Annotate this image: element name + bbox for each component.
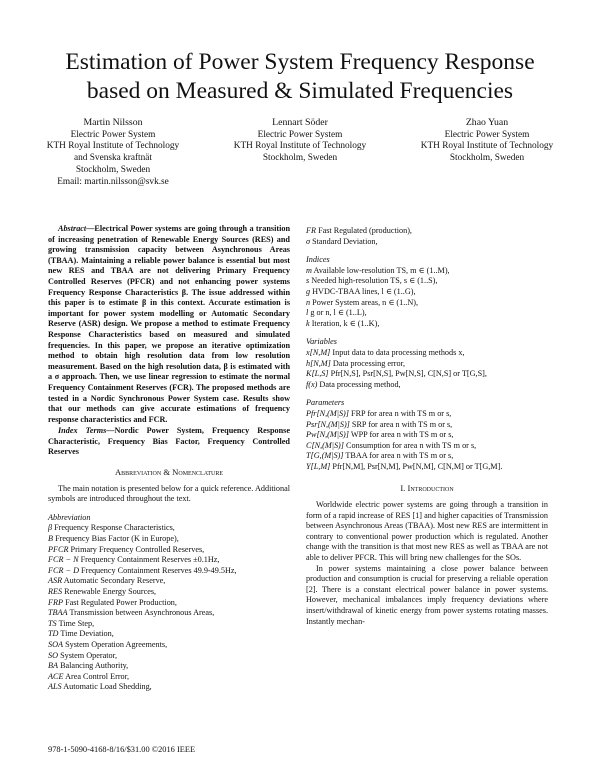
nomenclature-entry — [48, 566, 290, 577]
nomenclature-entry — [48, 651, 290, 662]
nomenclature-symbol: l — [306, 308, 309, 318]
nomenclature-symbol: x[N,M] — [306, 347, 331, 357]
parameters-heading: Parameters — [306, 398, 345, 408]
author-3: Zhao Yuan Electric Power System KTH Royal Institute of Technology Stockholm, Sweden — [394, 117, 580, 188]
nomenclature-symbol: SOA — [48, 639, 64, 649]
nomenclature-entry — [48, 545, 290, 556]
nomenclature-entry — [48, 640, 290, 651]
nomenclature-description: Transmission between Asynchronous Areas, — [69, 608, 215, 618]
parameters-list — [306, 409, 548, 473]
nomenclature-description: Pfr[N,S], Psr[N,S], Pw[N,S], C[N,S] or T[G,S], — [330, 369, 487, 379]
nomenclature-symbol: f(x) — [306, 379, 318, 389]
nomenclature-description: Standard Deviation, — [312, 236, 378, 246]
intro-paragraph-2: In power systems maintaining a close power balance between production and consumption is crucial for preserving a reliable operation [2]. There is a constant electrical power balance in power systems. However, mechanical imbalances imply frequency deviations where insert/withdrawal of kinetic energy from power systems rotating masses. Instantly mechan- — [306, 563, 548, 626]
nomenclature-symbol: Y[L,M] — [306, 461, 331, 471]
nomenclature-description: SRP for area n with TS m or s, — [351, 419, 453, 429]
nomenclature-symbol: TBAA — [48, 608, 68, 618]
nomenclature-description: Available low-resolution TS, m ∈ (1..M), — [313, 265, 450, 275]
nomenclature-entry — [306, 380, 548, 391]
nomenclature-entry — [306, 430, 548, 441]
nomenclature-symbol: k — [306, 318, 310, 328]
nomenclature-entry — [48, 523, 290, 534]
nomenclature-description: System Operation Agreements, — [65, 639, 168, 649]
nomenclature-description: FRP for area n with TS m or s, — [351, 408, 452, 418]
nomenclature-symbol: Pw[N,(M|S)] — [306, 430, 349, 440]
nomenclature-description: Data processing method, — [319, 379, 401, 389]
paper-title: Estimation of Power System Frequency Response based on Measured & Simulated Frequencies — [65, 49, 535, 104]
nomenclature-entry — [48, 682, 290, 693]
nomenclature-description: Time Deviation, — [60, 629, 114, 639]
nomenclature-entry — [48, 555, 290, 566]
nomenclature-symbol: ALS — [48, 682, 62, 692]
nomenclature-symbol: Pfr[N,(M|S)] — [306, 408, 349, 418]
nomenclature-description: HVDC-TBAA lines, l ∈ (1..G), — [312, 286, 416, 296]
nomenclature-entry — [48, 672, 290, 683]
nomenclature-symbol: RES — [48, 587, 63, 596]
intro-paragraph-1: Worldwide electric power systems are going through a transition in form of a rapid increase of RES [1] and higher capacities of Transmission between Asynchronous Areas (TBAA). Most new RES are intermittent in contrary to conventional power production which is regulated. Another change with the transition is that most new RES as well as TBAA are not able to deliver PFCR. This will bring new challenges for the SOs. — [306, 500, 548, 563]
nomenclature-entry — [48, 629, 290, 640]
nomenclature-symbol: ACE — [48, 671, 64, 681]
nomenclature-symbol: T[G,(M|S)] — [306, 451, 344, 461]
nomenclature-symbol: n — [306, 297, 311, 307]
copyright-footer: 978-1-5090-4168-8/16/$31.00 ©2016 IEEE — [48, 745, 196, 754]
nomenclature-description: Time Step, — [58, 618, 95, 628]
author-2: Lennart Söder Electric Power System KTH Royal Institute of Technology Stockholm, Sweden — [207, 117, 393, 188]
introduction-heading: I. Introduction — [400, 483, 454, 494]
nomenclature-symbol: C[N,(M|S)] — [306, 440, 344, 450]
nomenclature-symbol: s — [306, 276, 310, 286]
nomenclature-symbol: m — [306, 265, 312, 275]
nomenclature-description: Input data to data processing methods x, — [332, 347, 465, 357]
nomenclature-description: Consumption for area n with TS m or s, — [346, 440, 477, 450]
nomenclature-description: WPP for area n with TS m or s, — [350, 430, 454, 440]
variables-heading: Variables — [306, 337, 337, 347]
nomenclature-description: Fast Regulated Power Production, — [65, 597, 177, 607]
nomenclature-description: TBAA for area n with TS m or s, — [345, 451, 454, 461]
author-email: Email: martin.nilsson@svk.se — [57, 176, 169, 187]
abbreviation-list-continued — [306, 226, 548, 247]
nomenclature-entry — [306, 441, 548, 452]
nomenclature-symbol: TD — [48, 629, 59, 639]
nomenclature-entry — [306, 451, 548, 462]
nomenclature-symbol: FCR − D — [48, 565, 79, 575]
nomenclature-symbol: TS — [48, 618, 57, 628]
nomenclature-heading: Abbreviation & Nomenclature — [114, 467, 224, 478]
nomenclature-entry — [306, 420, 548, 431]
nomenclature-description: Balancing Authority, — [60, 661, 129, 671]
nomenclature-description: System Operator, — [60, 650, 118, 660]
nomenclature-entry — [306, 287, 548, 298]
nomenclature-entry — [306, 359, 548, 370]
nomenclature-description: Iteration, k ∈ (1..K), — [311, 318, 380, 328]
nomenclature-entry — [306, 369, 548, 380]
nomenclature-symbol: SO — [48, 650, 59, 660]
nomenclature-description: Power System areas, n ∈ (1..N), — [312, 297, 419, 307]
nomenclature-description: Frequency Bias Factor (K in Europe), — [55, 534, 179, 544]
nomenclature-symbol: h[N,M] — [306, 358, 331, 368]
nomenclature-entry — [306, 237, 548, 248]
nomenclature-description: Automatic Load Shedding, — [63, 682, 152, 692]
abbreviation-heading: Abbreviation — [48, 512, 91, 522]
nomenclature-entry — [306, 348, 548, 359]
nomenclature-entry — [306, 298, 548, 309]
variables-list — [306, 348, 548, 390]
right-column — [306, 226, 548, 627]
nomenclature-entry — [48, 598, 290, 609]
nomenclature-entry — [48, 619, 290, 630]
nomenclature-symbol: σ — [306, 236, 311, 246]
nomenclature-symbol: g — [306, 286, 311, 296]
nomenclature-symbol: FCR − N — [48, 555, 79, 565]
nomenclature-description: Primary Frequency Controlled Reserves, — [70, 544, 205, 554]
author-block — [20, 117, 580, 188]
nomenclature-description: Fast Regulated (production), — [318, 226, 412, 235]
nomenclature-description: Pfr[N,M], Psr[N,M], Pw[N,M], C[N,M] or T[G,M]. — [332, 461, 503, 471]
left-column — [48, 224, 290, 693]
nomenclature-description: Renewable Energy Sources, — [64, 587, 157, 596]
indices-list — [306, 266, 548, 330]
nomenclature-symbol: ASR — [48, 576, 63, 586]
nomenclature-description: Frequency Containment Reserves ±0.1Hz, — [80, 555, 220, 565]
author-1: Martin Nilsson Electric Power System KTH Royal Institute of Technology and Svenska kraftnät Stockholm, Sweden Email: martin.nilsson@svk.se — [20, 117, 206, 188]
index-terms: Index Terms—Nordic Power System, Frequency Response Characteristic, Frequency Bias Factor, Frequency Controlled Reserves — [48, 426, 290, 457]
nomenclature-symbol: PFCR — [48, 544, 69, 554]
nomenclature-symbol: B — [48, 534, 54, 544]
nomenclature-entry — [48, 576, 290, 587]
nomenclature-entry — [306, 266, 548, 277]
abbreviation-list — [48, 523, 290, 693]
author-name: Martin Nilsson — [83, 117, 143, 128]
nomenclature-entry — [306, 462, 548, 473]
nomenclature-symbol: β — [48, 523, 53, 533]
indices-heading: Indices — [306, 255, 330, 265]
nomenclature-entry — [306, 276, 548, 287]
nomenclature-description: Frequency Containment Reserves 49.9-49.5Hz, — [81, 565, 237, 575]
nomenclature-intro: The main notation is presented below for a quick reference. Additional symbols are introduced throughout the text. — [48, 483, 290, 504]
nomenclature-description: Data processing error, — [332, 358, 406, 368]
author-name: Lennart Söder — [272, 117, 328, 128]
nomenclature-description: Area Control Error, — [65, 671, 130, 681]
nomenclature-entry — [48, 534, 290, 545]
nomenclature-entry — [306, 308, 548, 319]
nomenclature-description: Needed high-resolution TS, s ∈ (1..S), — [311, 276, 438, 286]
nomenclature-description: Frequency Response Characteristics, — [54, 523, 175, 533]
nomenclature-entry — [48, 608, 290, 619]
author-name: Zhao Yuan — [465, 117, 509, 128]
nomenclature-symbol: K[L,S] — [306, 369, 329, 379]
nomenclature-entry — [48, 587, 290, 598]
nomenclature-symbol: FR — [306, 226, 317, 235]
nomenclature-description: Automatic Secondary Reserve, — [63, 576, 166, 586]
abstract: Abstract—Electrical Power systems are going through a transition of increasing penetration of Renewable Energy Sources (RES) and growing transmission capacity between Asynchronous Areas (TBAA). Maintaining a reliable power balance is essential but most new RES and TBAA are not delivering Primary Frequency Controlled Reserves (PFCR) and not enhancing power systems Frequency Response Characteristics β. The issue addressed within this paper is to estimate β in this context. Accurate estimation is important for power system modelling or Automatic Secondary Reserve (ASR) design. We propose a method to estimate Frequency Response Characteristics based on measured and simulated frequencies. In this paper, we propose an iterative optimization method to obtain high resolution data from low resolution measurement. Based on the high resolution data, β is estimated with a σ approach. Then, we use linear regression to estimate the normal Frequency Containment Reserves (FCR). The proposed methods are tested in a Nordic Synchronous Power System case. Results show that our methods can give accurate estimations of frequency response characteristics and FCR. — [48, 224, 290, 424]
nomenclature-symbol: FRP — [48, 597, 64, 607]
nomenclature-entry — [306, 409, 548, 420]
nomenclature-symbol: Psr[N,(M|S)] — [306, 419, 350, 429]
nomenclature-entry — [306, 319, 548, 330]
nomenclature-description: g or n, l ∈ (1..L), — [310, 308, 367, 318]
nomenclature-entry — [306, 226, 548, 237]
nomenclature-entry — [48, 661, 290, 672]
nomenclature-symbol: BA — [48, 661, 59, 671]
